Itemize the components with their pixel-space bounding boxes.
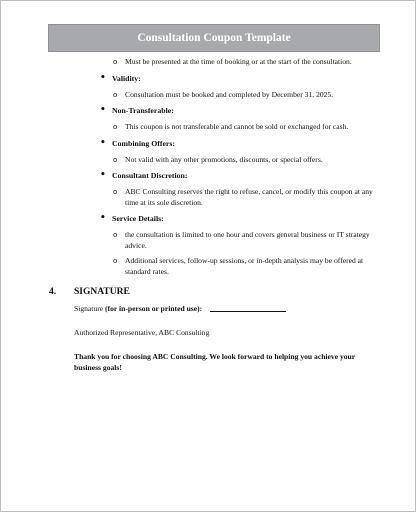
term-label: Consultant Discretion:: [112, 171, 188, 180]
section-heading-signature: [1, 287, 415, 301]
circle-bullet-icon: o: [113, 257, 118, 265]
term-label: Combining Offers:: [112, 138, 176, 148]
sub-item-text: the consultation is limited to one hour and covers general business or IT strategy advice.: [125, 230, 370, 250]
sub-item: [1, 230, 415, 251]
bullet-icon: •: [100, 105, 106, 115]
sub-item: [1, 155, 415, 166]
term-non-transferable: [1, 105, 415, 116]
thank-you-message: Thank you for choosing ABC Consulting. We look forward to helping you achieve your business goals!: [74, 352, 356, 372]
circle-bullet-icon: o: [113, 123, 118, 131]
header-bar: [48, 24, 380, 52]
circle-bullet-icon: o: [113, 155, 118, 164]
sub-item-text: ABC Consulting reserves the right to refuse, cancel, or modify this coupon at any time at its sole discretion.: [125, 187, 373, 207]
term-validity: [1, 73, 415, 84]
signature-label: Signature: [74, 304, 106, 313]
sub-item: [1, 256, 415, 277]
sub-item: [1, 187, 415, 208]
bullet-icon: •: [100, 137, 106, 148]
term-label: Non-Transferable:: [112, 106, 174, 115]
section-number: 4.: [49, 287, 57, 297]
sub-item-text: Not valid with any other promotions, discounts, or special offers.: [125, 154, 323, 164]
signature-row: [1, 304, 415, 315]
bullet-icon: •: [100, 213, 106, 223]
circle-bullet-icon: o: [113, 90, 118, 99]
circle-bullet-icon: o: [113, 188, 118, 196]
bullet-icon: •: [100, 72, 106, 83]
sub-item: [1, 122, 415, 133]
section-title: SIGNATURE: [74, 287, 130, 297]
circle-bullet-icon: o: [113, 58, 118, 66]
sub-item: [1, 90, 415, 101]
bullet-icon: •: [100, 170, 106, 180]
term-label: Validity:: [112, 73, 141, 83]
term-combining-offers: [1, 138, 415, 149]
circle-bullet-icon: o: [113, 231, 118, 239]
page-title: Consultation Coupon Template: [137, 32, 291, 44]
authorized-representative: Authorized Representative, ABC Consulting: [74, 327, 210, 337]
sub-item: [1, 57, 415, 68]
document-content: [1, 57, 415, 373]
sub-item-text: This coupon is not transferable and cannot be sold or exchanged for cash.: [125, 122, 349, 131]
sub-item-text: Consultation must be booked and completed by December 31, 2025.: [125, 89, 334, 99]
term-label: Service Details:: [112, 214, 164, 223]
term-service-details: [1, 213, 415, 224]
sub-item-text: Additional services, follow-up sessions, or in-depth analysis may be offered at standard rates.: [125, 256, 364, 276]
sub-item-text: Must be presented at the time of booking or at the start of the consultation.: [125, 57, 352, 66]
term-consultant-discretion: [1, 170, 415, 181]
signature-line[interactable]: [210, 311, 286, 312]
signature-label-note: (for in-person or printed use):: [105, 304, 203, 313]
